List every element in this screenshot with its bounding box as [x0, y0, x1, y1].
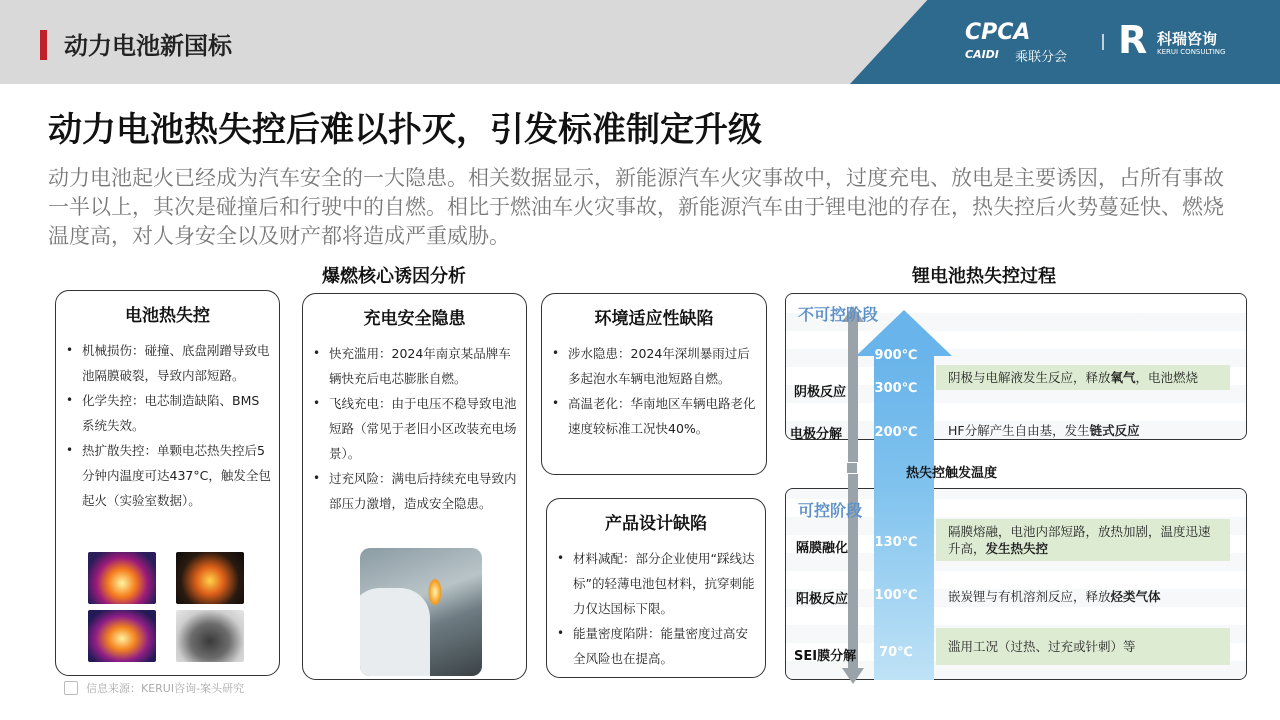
card-product-design — [546, 498, 766, 678]
source-note: 信息来源：KERUI咨询-案头研究 — [64, 680, 244, 696]
temp-label: 300℃ — [874, 381, 918, 396]
logo-separator — [1102, 34, 1104, 50]
list-item: • 快充滥用：2024年南京某品牌车辆快充后电芯膨胀自燃。 — [303, 341, 526, 391]
thermal-image-2 — [88, 610, 156, 662]
cpca-logo-subtitle: 乘联分会 — [1015, 50, 1068, 65]
stage-controllable-label: 可控阶段 — [798, 501, 863, 520]
reaction-description: 隔膜熔融，电池内部短路，放热加剧，温度迅速升高，发生热失控 — [936, 519, 1230, 561]
list-item: • 机械损伤：碰撞、底盘剐蹭导致电池隔膜破裂，导致内部短路。 — [56, 338, 279, 388]
card-environment — [541, 293, 767, 475]
charging-fire-photo — [360, 548, 482, 676]
intro-paragraph: 动力电池起火已经成为汽车安全的一大隐患。相关数据显示，新能源汽车火灾事故中，过度充电、放电是主要诱因，占所有事故一半以上，其次是碰撞后和行驶中的自燃。相比于燃油车火灾事故，新能源汽车由于锂电池的存在，热失控后火势蔓延快、燃烧温度高，对人身安全以及财产都将造成严重威胁。 — [48, 166, 1224, 248]
trigger-temperature-label: 热失控触发温度 — [906, 466, 998, 481]
reaction-description: 嵌炭锂与有机溶剂反应，释放烃类气体 — [948, 589, 1161, 604]
card-title: 充电安全隐患 — [363, 309, 466, 329]
burned-battery-photo — [176, 610, 244, 662]
reaction-label: 隔膜融化 — [796, 541, 849, 556]
list-item: • 化学失控：电芯制造缺陷、BMS系统失效。 — [56, 388, 279, 438]
temp-label: 130℃ — [874, 535, 918, 550]
header-title: 动力电池新国标 — [64, 32, 232, 60]
kerui-logo-mark: R — [1118, 18, 1148, 62]
temp-label: 70℃ — [879, 645, 913, 660]
list-item: • 高温老化：华南地区车辆电路老化速度较标准工况快40%。 — [542, 391, 766, 441]
reaction-label: 阴极反应 — [794, 385, 847, 400]
temp-label: 200℃ — [874, 425, 918, 440]
reaction-label: SEI膜分解 — [794, 649, 857, 664]
card-title: 产品设计缺陷 — [605, 514, 707, 534]
card-title: 电池热失控 — [125, 306, 210, 326]
temperature-arrow — [874, 354, 934, 680]
page-title: 动力电池热失控后难以扑灭，引发标准制定升级 — [48, 110, 762, 150]
reaction-label: 电极分解 — [790, 427, 843, 442]
trigger-marker — [846, 462, 858, 474]
scale-bar — [848, 320, 858, 670]
reaction-label: 阳极反应 — [796, 592, 849, 607]
temp-label: 100℃ — [874, 588, 918, 603]
kerui-logo-name: 科瑞咨询 — [1157, 30, 1218, 48]
scale-arrow-down — [842, 668, 864, 684]
reaction-description: 滥用工况（过热、过充或针刺）等 — [936, 628, 1230, 665]
reaction-description: HF分解产生自由基，发生链式反应 — [948, 423, 1140, 438]
temp-label: 900℃ — [874, 348, 918, 363]
list-item: • 涉水隐患：2024年深圳暴雨过后多起泡水车辆电池短路自燃。 — [542, 341, 766, 391]
header-accent — [40, 30, 47, 60]
kerui-logo-en: KERUI CONSULTING — [1157, 48, 1226, 56]
list-item: • 能量密度陷阱：能量密度过高安全风险也在提高。 — [547, 621, 765, 671]
left-section-title: 爆燃核心诱因分析 — [322, 266, 466, 287]
reaction-description: 阴极与电解液发生反应，释放氧气，电池燃烧 — [936, 365, 1230, 390]
fire-photo-1 — [176, 552, 244, 604]
right-section-title: 锂电池热失控过程 — [912, 266, 1056, 287]
thermal-image-1 — [88, 552, 156, 604]
list-item: • 飞线充电：由于电压不稳导致电池短路（常见于老旧小区改装充电场景）。 — [303, 391, 526, 466]
cpca-logo: CPCA CAIDI — [965, 20, 1031, 61]
list-item: • 过充风险：满电后持续充电导致内部压力激增，造成安全隐患。 — [303, 466, 526, 516]
card-title: 环境适应性缺陷 — [594, 309, 714, 329]
list-item: • 热扩散失控：单颗电芯热失控后5分钟内温度可达437°C，触发全包起火（实验室数据）。 — [56, 438, 279, 513]
stage-uncontrollable-label: 不可控阶段 — [798, 305, 879, 324]
document-icon — [64, 681, 78, 695]
list-item: • 材料减配：部分企业使用“踩线达标”的轻薄电池包材料，抗穿刺能力仅达国标下限。 — [547, 546, 765, 621]
